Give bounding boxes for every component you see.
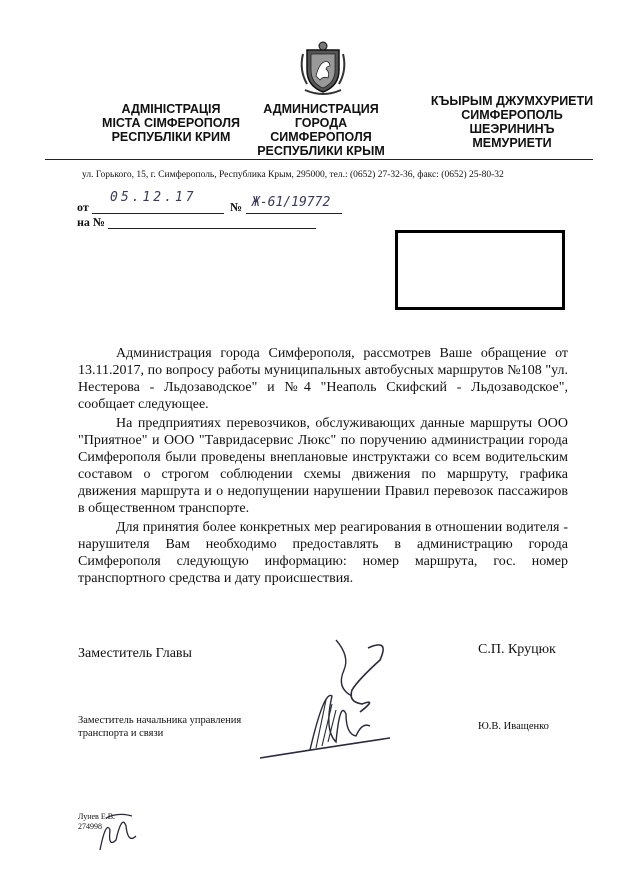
number-label: №: [230, 200, 243, 214]
executor-initials-signature: [92, 800, 142, 860]
header-russian-line-2: ГОРОДА СИМФЕРОПОЛЯ: [270, 116, 372, 144]
header-crimean-tatar-line-3: ШЕЭРИНИНЪ: [469, 122, 555, 136]
header-ukrainian-line-2: МІСТА СІМФЕРОПОЛЯ: [102, 116, 240, 130]
header-crimean-tatar-line-4: МЕМУРИЕТИ: [472, 136, 552, 150]
header-ukrainian-line-3: РЕСПУБЛІКИ КРИМ: [111, 130, 231, 144]
header-russian: [246, 102, 396, 158]
executor-phone: 274998: [78, 822, 102, 831]
signatory-title: Заместитель Главы: [78, 646, 192, 661]
header-russian-line-1: АДМИНИСТРАЦИЯ: [263, 102, 379, 116]
signatory-name: С.П. Круцюк: [478, 642, 556, 657]
executor-name: Лунев Е.В.: [78, 812, 116, 821]
body-paragraph-2: На предприятиях перевозчиков, обслуживающих данные маршруты ООО "Приятное" и ООО "Тавридасервис Люкс" по поручению администрации города Симферополя были проведены внеплановые инструктажи со всем водительским составом о строгом соблюдении схемы движения по маршруту, графика движения маршрута и о недопущении нарушении Правил перевозок пассажиров в общественном транспорте.: [78, 416, 568, 516]
header-divider: [45, 159, 593, 160]
number-value: Ж-61/19772: [252, 195, 331, 210]
header-ukrainian-line-1: АДМІНІСТРАЦІЯ: [121, 102, 221, 116]
to-label: на №: [77, 215, 105, 229]
date-value: 05.12.17: [110, 190, 197, 205]
header-crimean-tatar: [424, 94, 600, 150]
body-paragraph-3: Для принятия более конкретных мер реагирования в отношении водителя - нарушителя Вам необходимо предоставлять в администрацию города Симферополя следующую информацию: номер маршрута, гос. номер транспортного средства и дату происшествия.: [78, 520, 568, 586]
date-line: [92, 213, 224, 214]
approver-title-line-1: Заместитель начальника управления: [78, 715, 242, 726]
number-line: [246, 213, 342, 214]
approver-title-line-2: транспорта и связи: [78, 728, 164, 739]
from-label: от: [77, 200, 89, 214]
approver-name: Ю.В. Иващенко: [478, 721, 549, 732]
address-line: ул. Горького, 15, г. Симферополь, Республика Крым, 295000, тел.: (0652) 27-32-36, факс: (0652) 25-80-32: [82, 170, 504, 180]
header-ukrainian: [96, 102, 246, 144]
redacted-recipient-box: [395, 230, 565, 310]
to-line: [108, 228, 316, 229]
letter-body: [78, 345, 568, 589]
handwritten-signature: [240, 630, 390, 770]
header-crimean-tatar-line-1: КЪЫРЫМ ДЖУМХУРИЕТИ: [430, 94, 594, 108]
approver-title: [78, 714, 241, 740]
header-russian-line-3: РЕСПУБЛИКИ КРЫМ: [257, 144, 385, 158]
header-crimean-tatar-line-2: СИМФЕРОПОЛЬ: [461, 108, 563, 122]
coat-of-arms-emblem: [297, 36, 349, 96]
body-paragraph-1: Администрация города Симферополя, рассмотрев Ваше обращение от 13.11.2017, по вопросу работы муниципальных автобусных маршрутов №108 "ул. Нестерова - Льдозаводское" и №4 "Неаполь Скифский - Льдозаводское", сообщает следующее.: [78, 346, 568, 412]
